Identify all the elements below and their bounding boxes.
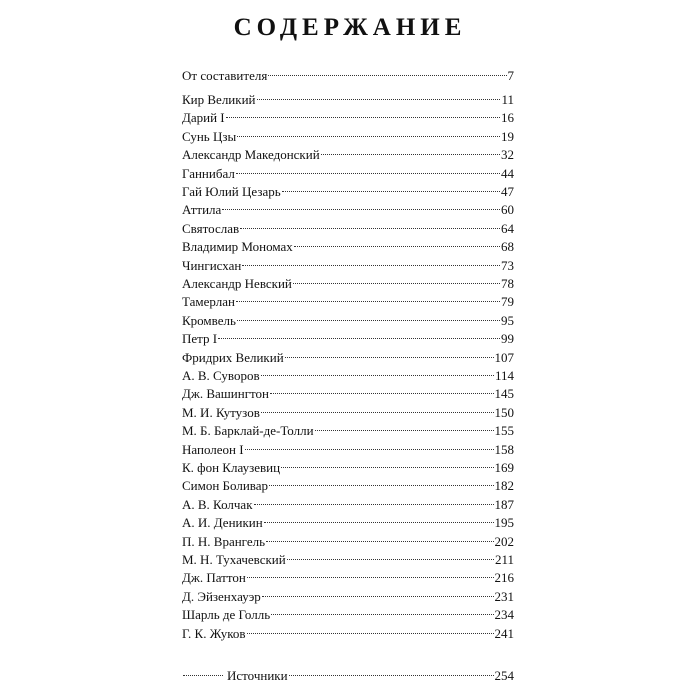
toc-entry-name: М. Б. Барклай-де-Толли — [182, 423, 314, 439]
toc-entry-page: 73 — [501, 257, 514, 273]
toc-entry[interactable] — [182, 385, 514, 403]
toc-entry[interactable] — [182, 91, 514, 109]
toc-entry[interactable] — [182, 625, 514, 643]
toc-entry-page: 107 — [494, 349, 514, 365]
toc-entry[interactable] — [182, 588, 514, 606]
dot-leader — [183, 674, 223, 676]
toc-entry-page: 234 — [494, 607, 514, 623]
dot-leader — [289, 674, 494, 676]
toc-entry-page: 7 — [507, 68, 514, 83]
dot-leader — [247, 632, 494, 634]
toc-entry[interactable] — [182, 293, 514, 311]
dot-leader — [270, 392, 493, 394]
toc-entry-page: 155 — [494, 423, 514, 439]
toc-entry-name: Кир Великий — [182, 92, 256, 107]
dot-leader — [271, 613, 493, 615]
toc-entry-name: М. Н. Тухачевский — [182, 552, 286, 567]
dot-leader — [226, 116, 500, 118]
toc-entry[interactable] — [182, 275, 514, 293]
toc-entry-page: 150 — [494, 404, 514, 420]
toc-entry[interactable] — [182, 441, 514, 459]
toc-entry-page: 114 — [494, 368, 514, 383]
toc-entry-page: 182 — [494, 478, 514, 494]
dot-leader — [315, 429, 494, 431]
toc-entry[interactable] — [182, 183, 514, 201]
dot-leader — [237, 319, 500, 321]
toc-entry-name: Петр I — [182, 331, 218, 347]
toc-entry-name: Чингисхан — [182, 257, 242, 273]
toc-entry-name: Фридрих Великий — [182, 349, 284, 365]
toc-entry[interactable] — [182, 514, 514, 532]
dot-leader — [321, 153, 500, 155]
toc-entry-name: Дж. Вашингтон — [182, 386, 270, 402]
toc-entry-page: 216 — [494, 570, 514, 586]
toc-entry-name: Александр Македонский — [182, 147, 320, 163]
dot-leader — [269, 484, 493, 486]
toc-entry[interactable] — [182, 349, 514, 367]
toc-entry[interactable] — [182, 330, 514, 348]
page-title: СОДЕРЖАНИЕ — [233, 14, 467, 41]
toc-entry-name: Г. К. Жуков — [182, 625, 246, 641]
toc-entry-name: Источники — [227, 668, 288, 683]
toc-entry[interactable] — [182, 128, 514, 146]
dot-leader — [266, 540, 493, 542]
dot-leader — [268, 74, 506, 76]
dot-leader — [254, 503, 494, 505]
toc-entry-name: Сунь Цзы — [182, 128, 237, 144]
toc-entry[interactable] — [182, 220, 514, 238]
toc-entry-name: Александр Невский — [182, 276, 292, 291]
toc-entry-name: Тамерлан — [182, 294, 235, 310]
toc-entry-page: 44 — [501, 165, 514, 181]
toc-entry-page: 16 — [501, 110, 514, 126]
toc-entry[interactable] — [182, 367, 514, 385]
toc-entry[interactable] — [182, 312, 514, 330]
toc-entry[interactable] — [182, 109, 514, 127]
toc-entry-page: 254 — [494, 668, 514, 683]
dot-leader — [240, 227, 500, 229]
toc-entry-sources[interactable] — [182, 667, 514, 685]
dot-leader — [236, 300, 500, 302]
toc-entry-page: 231 — [494, 588, 514, 604]
toc-entry-name: Наполеон I — [182, 441, 244, 457]
toc-entry[interactable] — [182, 569, 514, 587]
toc-entry-page: 11 — [501, 92, 514, 107]
dot-leader — [262, 595, 494, 597]
toc-entry-page: 202 — [494, 533, 514, 549]
toc-entry-page: 187 — [494, 496, 514, 512]
toc-entry-page: 241 — [494, 625, 514, 641]
toc-entry-preface[interactable] — [182, 67, 514, 85]
toc-entry[interactable] — [182, 606, 514, 624]
toc-entry-name: М. И. Кутузов — [182, 404, 260, 420]
dot-leader — [257, 98, 501, 100]
toc-entry-page: 78 — [501, 276, 514, 291]
toc-entry-page: 145 — [494, 386, 514, 402]
toc-entry[interactable] — [182, 238, 514, 256]
dot-leader — [281, 466, 493, 468]
toc-entry-page: 60 — [501, 202, 514, 218]
dot-leader — [285, 356, 494, 358]
toc-entry-page: 79 — [501, 294, 514, 310]
dot-leader — [294, 245, 500, 247]
toc-entry-page: 47 — [501, 184, 514, 199]
dot-leader — [245, 448, 494, 450]
toc-entry-name: Гай Юлий Цезарь — [182, 184, 281, 199]
toc-entry-page: 158 — [494, 441, 514, 457]
toc-entry[interactable] — [182, 257, 514, 275]
toc-entry-name: Ганнибал — [182, 165, 235, 181]
toc-entry[interactable] — [182, 201, 514, 219]
toc-entry-name: Дж. Паттон — [182, 570, 246, 586]
toc-entry-name: П. Н. Врангель — [182, 533, 266, 549]
toc-entry[interactable] — [182, 477, 514, 495]
dot-leader — [242, 264, 500, 266]
toc-entry-name: К. фон Клаузевиц — [182, 460, 281, 475]
dot-leader — [222, 208, 500, 210]
toc-entry[interactable] — [182, 496, 514, 514]
toc-entry-name: Шарль де Голль — [182, 607, 271, 623]
toc-entry-name: Аттила — [182, 202, 222, 218]
dot-leader — [282, 190, 500, 192]
toc-entry-page: 32 — [501, 147, 514, 163]
toc-entry[interactable] — [182, 551, 514, 569]
toc-entry[interactable] — [182, 422, 514, 440]
toc-entry-page: 169 — [494, 460, 514, 475]
toc-entry-name: Симон Боливар — [182, 478, 269, 494]
dot-leader — [293, 282, 500, 284]
toc-entry-name: Владимир Мономах — [182, 239, 293, 255]
toc-entry-name: А. В. Колчак — [182, 496, 253, 512]
toc-entry-name: А. В. Суворов — [182, 368, 260, 383]
toc-entry-name: А. И. Деникин — [182, 515, 263, 531]
toc-entry-name: Святослав — [182, 220, 240, 236]
dot-leader — [218, 337, 500, 339]
toc-entry-name: От составителя — [182, 68, 268, 83]
dot-leader — [247, 576, 494, 578]
toc-entry-page: 211 — [494, 552, 514, 567]
toc-entry-page: 95 — [501, 312, 514, 328]
toc-entry-name: Дарий I — [182, 110, 225, 126]
toc-entry[interactable] — [182, 533, 514, 551]
toc-entry-name: Д. Эйзенхауэр — [182, 588, 261, 604]
toc-entry[interactable] — [182, 165, 514, 183]
toc-entry[interactable] — [182, 459, 514, 477]
dot-leader — [261, 374, 494, 376]
dot-leader — [261, 411, 494, 413]
toc-entry-page: 195 — [494, 515, 514, 531]
toc-entry-page: 19 — [501, 128, 514, 144]
toc-entry[interactable] — [182, 146, 514, 164]
dot-leader — [264, 521, 494, 523]
toc-entry[interactable] — [182, 404, 514, 422]
toc-entry-page: 64 — [501, 220, 514, 236]
dot-leader — [237, 135, 500, 137]
dot-leader — [236, 172, 500, 174]
dot-leader — [287, 558, 494, 560]
toc-entry-name: Кромвель — [182, 312, 236, 328]
toc-entry-page: 99 — [501, 331, 514, 347]
toc-entry-page: 68 — [501, 239, 514, 255]
